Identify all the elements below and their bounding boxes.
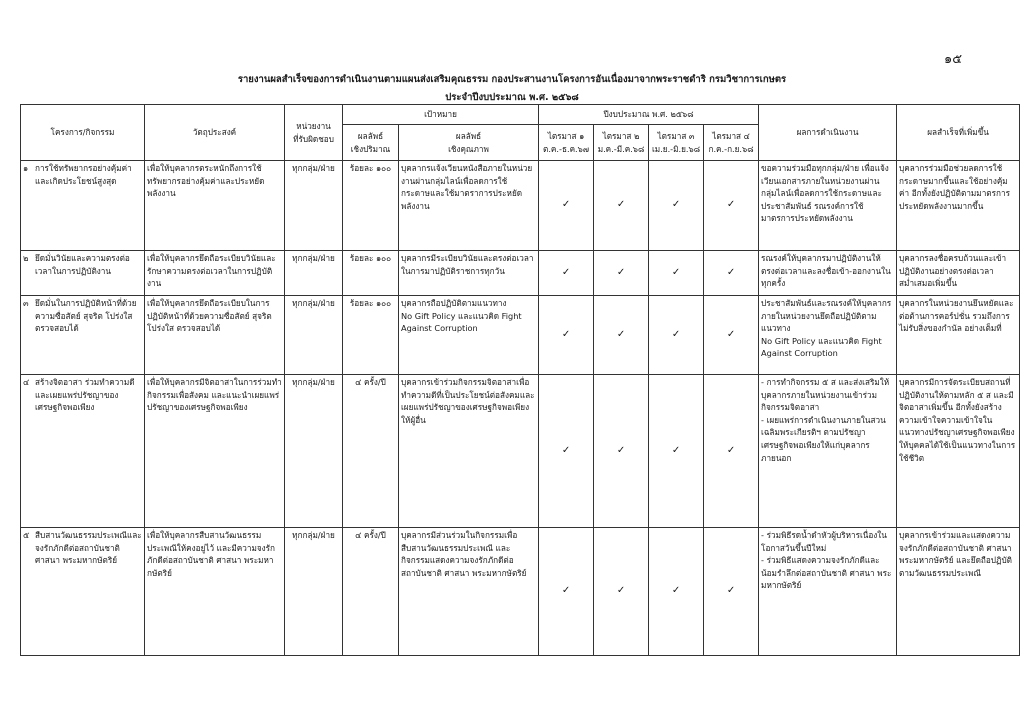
q3-check: ✓	[649, 161, 704, 251]
q1-check: ✓	[539, 375, 594, 528]
achievement-cell: บุคลากรในหน่วยงานยึนหยัดและต่อต้านการคอร์ปชั่น รวมถึงการไม่รับสิ่งของกำนัล อย่างเต็มที่	[897, 296, 1020, 375]
project-cell	[21, 251, 145, 296]
project-text: การใช้ทรัพยากรอย่างคุ้มค่า และเกิดประโยชน์สูงสุด	[35, 163, 132, 186]
header-target: เป้าหมาย	[343, 105, 539, 125]
quantitative-cell: ๔ ครั้ง/ปี	[343, 375, 399, 528]
table-row	[21, 161, 1020, 251]
qualitative-cell: บุคลากรถือปฏิบัติตามแนวทาง No Gift Policy และแนวคิด Fight Against Corruption	[399, 296, 539, 375]
q4-check: ✓	[704, 375, 759, 528]
unit-cell: ทุกกลุ่ม/ฝ่าย	[285, 161, 343, 251]
q4-check: ✓	[704, 528, 759, 656]
achievement-cell: บุคลากรเข้าร่วมและแสดงความจงรักภักดีต่อสถาบันชาติ ศาสนา พระมหากษัตริย์ และยึดถือปฏิบัติตามวัฒนธรรมประเพณี	[897, 528, 1020, 656]
header-q3: ไตรมาส ๓ เม.ย.-มิ.ย.๖๘	[649, 125, 704, 161]
page-number: ๑๕	[944, 52, 963, 67]
header-result: ผลการดำเนินงาน	[759, 105, 897, 161]
q2-check: ✓	[594, 251, 649, 296]
result-cell: - การทำกิจกรรม ๕ ส และส่งเสริมให้บุคลากรภายในหน่วยงานเข้าร่วมกิจกรรมจิตอาสา - เผยแพร่การดำเนินงานภายในสวนเฉลิมพระเกียรติฯ ตามปรัชญาเศรษฐกิจพอเพียงให้แก่บุคลากรภายนอก	[759, 375, 897, 528]
report-title: รายงานผลสำเร็จของการดำเนินงานตามแผนส่งเสริมคุณธรรม กองประสานงานโครงการอันเนื่องมาจากพระราชดำริ กรมวิชาการเกษตร	[237, 74, 787, 85]
qualitative-cell: บุคลากรมีระเบียบวินัยและตรงต่อเวลาในการมาปฏิบัติราชการทุกวัน	[399, 251, 539, 296]
objective-cell: เพื่อให้บุคลากรยึดถือระเบียบวินัยและรักษาความตรงต่อเวลาในการปฏิบัติงาน	[145, 251, 285, 296]
result-cell: รณรงค์ให้บุคลากรมาปฏิบัติงานให้ตรงต่อเวลาและลงชื่อเข้า-ออกงานในทุกครั้ง	[759, 251, 897, 296]
objective-cell: เพื่อให้บุคลากรตระหนักถึงการใช้ทรัพยากรอย่างคุ้มค่าและประหยัดพลังงาน	[145, 161, 285, 251]
header-qualitative: ผลลัพธ์ เชิงคุณภาพ	[399, 125, 539, 161]
project-text: สร้างจิตอาสา ร่วมทำความดี และเผยแพร่ปรัชญาของเศรษฐกิจพอเพียง	[35, 377, 135, 413]
quantitative-cell: ร้อยละ ๑๐๐	[343, 161, 399, 251]
q1-check: ✓	[539, 528, 594, 656]
objective-cell: เพื่อให้บุคลากรมีจิตอาสาในการร่วมทำกิจกรรมเพื่อสังคม และแนะนำเผยแพร่ปรัชญาของเศรษฐกิจพอเพียง	[145, 375, 285, 528]
table-row	[21, 251, 1020, 296]
project-text: ยึดมั่นในการปฏิบัติหน้าที่ด้วยความซื่อสัตย์ สุจริต โปร่งใส ตรวจสอบได้	[35, 298, 137, 334]
result-cell: - ร่วมพิธีรดน้ำดำหัวผู้บริหารเนื่องในโอกาสวันขึ้นปีใหม่ - ร่วมพิธีแสดงความจงรักภักดีและน้อมรำลึกต่อสถาบันชาติ ศาสนา พระมหากษัตริย์	[759, 528, 897, 656]
q4-check: ✓	[704, 161, 759, 251]
project-text: ยึดมั่นวินัยและความตรงต่อเวลาในการปฏิบัติงาน	[35, 253, 130, 276]
achievement-cell: บุคลากรลงชื่อครบถ้วนและเข้าปฏิบัติงานอย่างตรงต่อเวลาสม่ำเสมอเพิ่มขึ้น	[897, 251, 1020, 296]
header-unit: หน่วยงาน ที่รับผิดชอบ	[285, 105, 343, 161]
row-number: ๒	[23, 253, 29, 263]
q2-check: ✓	[594, 296, 649, 375]
header-q2: ไตรมาส ๒ ม.ค.-มี.ค.๖๘	[594, 125, 649, 161]
project-cell	[21, 161, 145, 251]
table-row	[21, 375, 1020, 528]
row-number: ๔	[23, 377, 30, 387]
row-number: ๓	[23, 298, 29, 308]
objective-cell: เพื่อให้บุคลากรสืบสานวัฒนธรรมประเพณีให้คงอยู่ไว้ และมีความจงรักภักดีต่อสถาบันชาติ ศาสนา พระมหากษัตริย์	[145, 528, 285, 656]
header-fiscal-year: ปีงบประมาณ พ.ศ. ๒๕๖๘	[539, 105, 759, 125]
row-number: ๕	[23, 530, 30, 540]
qualitative-cell: บุคลากรแจ้งเวียนหนังสือภายในหน่วยงานผ่านกลุ่มไลน์เพื่อลดการใช้กระดาษและใช้มาตราการประหยัดพลังงาน	[399, 161, 539, 251]
project-cell	[21, 528, 145, 656]
q3-check: ✓	[649, 296, 704, 375]
q4-check: ✓	[704, 251, 759, 296]
q2-check: ✓	[594, 375, 649, 528]
objective-cell: เพื่อให้บุคลากรยึดถือระเบียบในการปฏิบัติหน้าที่ด้วยความซื่อสัตย์ สุจริต โปร่งใส ตรวจสอบได้	[145, 296, 285, 375]
q3-check: ✓	[649, 251, 704, 296]
header-achievement: ผลสำเร็จที่เพิ่มขึ้น	[897, 105, 1020, 161]
quantitative-cell: ร้อยละ ๑๐๐	[343, 251, 399, 296]
q3-check: ✓	[649, 528, 704, 656]
q2-check: ✓	[594, 161, 649, 251]
table-row	[21, 296, 1020, 375]
unit-cell: ทุกกลุ่ม/ฝ่าย	[285, 296, 343, 375]
result-cell: ขอความร่วมมือทุกกลุ่ม/ฝ่าย เพื่อแจ้งเวียนเอกสารภายในหน่วยงานผ่านกลุ่มไลน์เพื่อลดการใช้กระดาษและประชาสัมพันธ์ รณรงค์การใช้มาตรการประหยัดพลังงาน	[759, 161, 897, 251]
result-cell: ประชาสัมพันธ์และรณรงค์ให้บุคลากรภายในหน่วยงานยึดถือปฏิบัติตามแนวทาง No Gift Policy และแนวคิด Fight Against Corruption	[759, 296, 897, 375]
unit-cell: ทุกกลุ่ม/ฝ่าย	[285, 251, 343, 296]
qualitative-cell: บุคลากรมีส่วนร่วมในกิจกรรมเพื่อสืบสานวัฒนธรรมประเพณี และกิจกรรมแสดงความจงรักภักดีต่อสถาบันชาติ ศาสนา พระมหากษัตริย์	[399, 528, 539, 656]
q4-check: ✓	[704, 296, 759, 375]
header-objective: วัตถุประสงค์	[145, 105, 285, 161]
header-project: โครงการ/กิจกรรม	[21, 105, 145, 161]
report-subtitle: ประจำปีงบประมาณ พ.ศ. ๒๕๖๘	[445, 92, 579, 103]
results-table	[20, 104, 1020, 656]
q1-check: ✓	[539, 251, 594, 296]
q1-check: ✓	[539, 161, 594, 251]
unit-cell: ทุกกลุ่ม/ฝ่าย	[285, 528, 343, 656]
header-q4: ไตรมาส ๔ ก.ค.-ก.ย.๖๘	[704, 125, 759, 161]
achievement-cell: บุคลากรร่วมมือช่วยลดการใช้กระดาษมากขึ้นและใช้อย่างคุ้มค่า อีกทั้งยังปฏิบัติตามมาตรการประหยัดพลังงานมากขึ้น	[897, 161, 1020, 251]
unit-cell: ทุกกลุ่ม/ฝ่าย	[285, 375, 343, 528]
table-row	[21, 528, 1020, 656]
header-q1: ไตรมาส ๑ ต.ค.-ธ.ค.๖๗	[539, 125, 594, 161]
achievement-cell: บุคลากรมีการจัดระเบียบสถานที่ปฏิบัติงานให้ตามหลัก ๕ ส และมีจิตอาสาเพิ่มขึ้น อีกทั้งยังสร้างความเข้าใจความเข้าใจในแนวทางปรัชญาเศรษฐกิจพอเพียงให้บุคคลได้ใช้เป็นแนวทางในการใช้ชีวิต	[897, 375, 1020, 528]
project-cell	[21, 375, 145, 528]
project-text: สืบสานวัฒนธรรมประเพณีและจงรักภักดีต่อสถาบันชาติ ศาสนา พระมหากษัตริย์	[35, 530, 142, 566]
quantitative-cell: ร้อยละ ๑๐๐	[343, 296, 399, 375]
quantitative-cell: ๔ ครั้ง/ปี	[343, 528, 399, 656]
q3-check: ✓	[649, 375, 704, 528]
project-cell	[21, 296, 145, 375]
q2-check: ✓	[594, 528, 649, 656]
q1-check: ✓	[539, 296, 594, 375]
row-number: ๑	[23, 163, 29, 173]
header-quantitative: ผลลัพธ์ เชิงปริมาณ	[343, 125, 399, 161]
qualitative-cell: บุคลากรเข้าร่วมกิจกรรมจิตอาสาเพื่อทำความดีที่เป็นประโยชน์ต่อสังคมและเผยแพร่ปรัชญาของเศรษฐกิจพอเพียงให้ผู้อื่น	[399, 375, 539, 528]
